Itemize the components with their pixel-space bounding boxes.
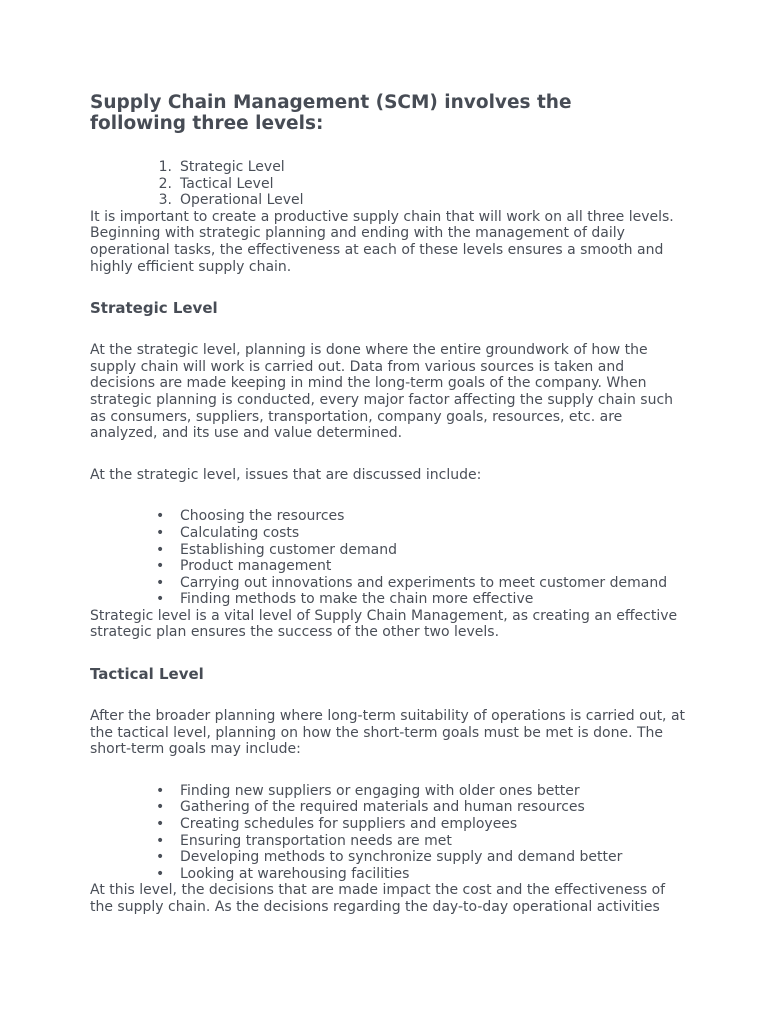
list-item: • Gathering of the required materials and human resources <box>156 799 585 816</box>
tactical-paragraph: After the broader planning where long-term suitability of operations is carried out, at the tactical level, planning on how the short-term goals must be met is done. The short-term goals may include: <box>90 708 686 758</box>
tactical-goals-list <box>90 783 690 883</box>
levels-list <box>90 159 690 209</box>
levels-list-item: 3. Operational Level <box>158 192 304 209</box>
document-page <box>90 92 690 916</box>
list-item: • Developing methods to synchronize supply and demand better <box>156 849 623 866</box>
list-item: • Looking at warehousing facilities <box>156 865 410 882</box>
intro-paragraph: It is important to create a productive supply chain that will work on all three levels. Beginning with strategic planning and ending with the management of daily operational tasks, the effectiveness at each of these levels ensures a smooth and highly efficient supply chain. <box>90 208 674 275</box>
levels-list-item: 2. Tactical Level <box>158 175 274 192</box>
list-item: • Carrying out innovations and experiments to meet customer demand <box>156 574 668 591</box>
list-item: • Product management <box>156 558 332 575</box>
levels-list-item: 1. Strategic Level <box>158 159 285 175</box>
document-title: Supply Chain Management (SCM) involves the following three levels: <box>90 92 572 134</box>
list-item: • Ensuring transportation needs are met <box>156 832 452 849</box>
strategic-level-heading: Strategic Level <box>90 299 218 318</box>
tactical-level-heading: Tactical Level <box>90 665 204 684</box>
list-item: • Choosing the resources <box>156 508 345 525</box>
strategic-closing-paragraph: Strategic level is a vital level of Supply Chain Management, as creating an effective strategic plan ensures the success of the other two levels. <box>90 607 678 641</box>
strategic-issues-intro: At the strategic level, issues that are discussed include: <box>90 466 482 483</box>
strategic-paragraph: At the strategic level, planning is done where the entire groundwork of how the supply chain will work is carried out. Data from various sources is taken and decisions are made keeping in mind the long-term goals of the company. When strategic planning is conducted, every major factor affecting the supply chain such as consumers, suppliers, transportation, company goals, resources, etc. are analyzed, and its use and value determined. <box>90 342 674 442</box>
list-item: • Creating schedules for suppliers and employees <box>156 816 518 833</box>
list-item: • Finding methods to make the chain more effective <box>156 591 534 608</box>
list-item: • Calculating costs <box>156 524 300 541</box>
strategic-issues-list <box>90 508 690 608</box>
list-item: • Finding new suppliers or engaging with older ones better <box>156 782 580 799</box>
list-item: • Establishing customer demand <box>156 541 397 558</box>
tactical-closing-paragraph: At this level, the decisions that are made impact the cost and the effectiveness of the supply chain. As the decisions regarding the day-to-day operational activities <box>90 882 666 915</box>
